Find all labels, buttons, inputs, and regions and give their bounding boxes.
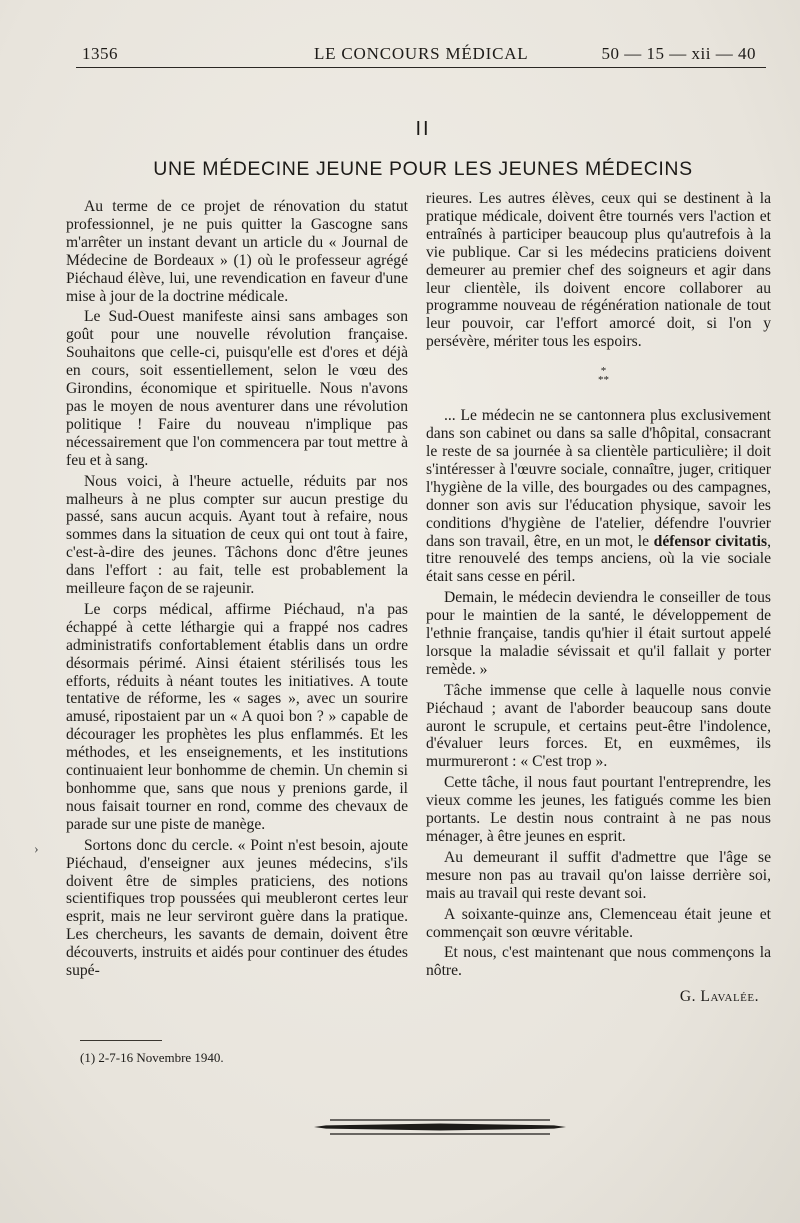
asterism-top: * <box>600 365 607 378</box>
footnote: (1) 2-7-16 Novembre 1940. <box>80 1050 224 1065</box>
paragraph: Le corps médical, affirme Piéchaud, n'a pas échappé à cette léthargie qui a frappé nos cadres administratifs confortablement établis dans un ordre désormais périmé. Ainsi étaient stérilisés tous les efforts, réduits à néant toutes les initiatives. A toute tentative de réforme, les « sages », avec un sourire amusé, ripostaient par un « A quoi bon ? » capable de décourager les prophètes les plus enflammés. Et les méthodes, et les enseignements, et les institutions continuaient leur bonhomme de chemin. Un chemin si bonhomme que, sans que nous y prenions garde, il nous faisait tourner en rond, comme des chevaux de parade sur une piste de manège. <box>66 600 408 833</box>
paragraph: Tâche immense que celle à laquelle nous convie Piéchaud ; avant de l'aborder beaucoup sans doute auront le scrupule, et certains peut-être l'indolence, d'évaluer leurs forces. Et, en euxmêmes, ils murmureront : « C'est trop ». <box>426 681 771 771</box>
paragraph: Au demeurant il suffit d'admettre que l'âge se mesure non pas au travail qu'on laisse derrière soi, mais au travail qui reste devant soi. <box>426 848 771 902</box>
paragraph: Et nous, c'est maintenant que nous commençons la nôtre. <box>426 944 771 980</box>
paragraph: Le Sud-Ouest manifeste ainsi sans ambages son goût pour une nouvelle révolution française. Souhaitons que celle-ci, puisqu'elle est d'ores et déjà en cours, soit essentiellement, selon le vœu des Girondins, économique et spirituelle. Nous n'avons pas le moyen de nous aventurer dans une révolution politique ! Faire du nouveau n'implique pas nécessairement que l'on commencera par tout mettre à feu et à sang. <box>66 308 408 469</box>
section-number: II <box>415 118 431 140</box>
paragraph-text: , titre renouvelé des temps anciens, où la vie sociale était sans cesse en péril. <box>426 532 771 586</box>
journal-title: LE CONCOURS MÉDICAL <box>314 44 529 63</box>
emphasis-text: défensor civitatis <box>653 532 768 550</box>
paragraph: Demain, le médecin deviendra le conseiller de tous pour le maintien de la santé, le développement de l'ethnie française, tandis qu'hier il était surtout appelé lorsque la maladie sévissait et qu'il fallait y porter remède. » <box>426 589 771 678</box>
paragraph-text: ... Le médecin ne se cantonnera plus exclusivement dans son cabinet ou dans sa salle d'hôpital, consacrant le reste de sa journée à sa clientèle particulière; il doit s'intéresser à l'œuvre sociale, connaître, juger, critiquer l'hygiène de la ville, des bourgades ou des campagnes, donner son avis sur l'éducation physique, savoir les conditions d'hygiène de l'atelier, défendre l'ouvrier dans son travail, être, en un mot, le <box>426 407 771 550</box>
paragraph-continued: rieures. Les autres élèves, ceux qui se destinent à la pratique médicale, doivent être tournés vers l'action et entraînés à participer beaucoup plus qu'autrefois à la vie publique. Car si les médecins praticiens doivent demeurer au premier chef des soigneurs et agir dans leur clientèle, ils doivent encore collaborer au programme nouveau de régénération nationale de tout leur pouvoir, car l'effort amorcé doit, si l'on y persévère, mériter tous les espoirs. <box>426 190 771 351</box>
asterism-bottom: ** <box>598 374 609 387</box>
header-rule <box>76 67 766 68</box>
paragraph: Au terme de ce projet de rénovation du statut professionnel, je ne puis quitter la Gascogne sans m'arrêter un instant devant un article du « Journal de Médecine de Bordeaux » (1) où le professeur agrégé Piéchaud élève, lui, une revendication en faveur d'une mise à jour de la doctrine médicale. <box>66 198 408 305</box>
footnote-rule <box>80 1040 162 1041</box>
page-number: 1356 <box>82 44 118 63</box>
running-header <box>82 44 764 66</box>
left-column <box>66 198 408 980</box>
end-ornament <box>312 1116 568 1138</box>
margin-mark: › <box>34 842 39 857</box>
right-column <box>426 190 771 1006</box>
paragraph: A soixante-quinze ans, Clemenceau était jeune et commençait son œuvre véritable. <box>426 905 771 941</box>
paragraph: Sortons donc du cercle. « Point n'est besoin, ajoute Piéchaud, d'enseigner aux jeunes médecins, s'ils doivent être de simples praticiens, des notions scientifiques trop poussées qui meubleront certes leur esprit, mais ne leur serviront guère dans la pratique. Les chercheurs, les savants de demain, doivent être découverts, instruits et aidés pour continuer des études supé- <box>66 836 408 980</box>
article-title: UNE MÉDECINE JEUNE POUR LES JEUNES MÉDECINS <box>153 158 693 180</box>
asterism-separator <box>426 367 771 385</box>
paragraph: Cette tâche, il nous faut pourtant l'entreprendre, les vieux comme les jeunes, les fatigués comme les bien portants. Le destin nous contraint à ne pas nous ménager, à être jeunes en esprit. <box>426 774 771 845</box>
paragraph: Nous voici, à l'heure actuelle, réduits par nos malheurs à ne plus compter sur aucun prestige du passé, sans aucun acquis. Ayant tout à refaire, nous sommes dans la situation de ceux qui ont tout à faire, c'est-à-dire des jeunes. Tâchons donc d'être jeunes dans l'effort : au fait, telle est probablement la meilleure façon de se rajeunir. <box>66 472 408 598</box>
author-signature: G. Lavalée. <box>679 988 759 1006</box>
issue-reference: 50 — 15 — xii — 40 <box>601 44 756 63</box>
paragraph <box>426 407 771 586</box>
